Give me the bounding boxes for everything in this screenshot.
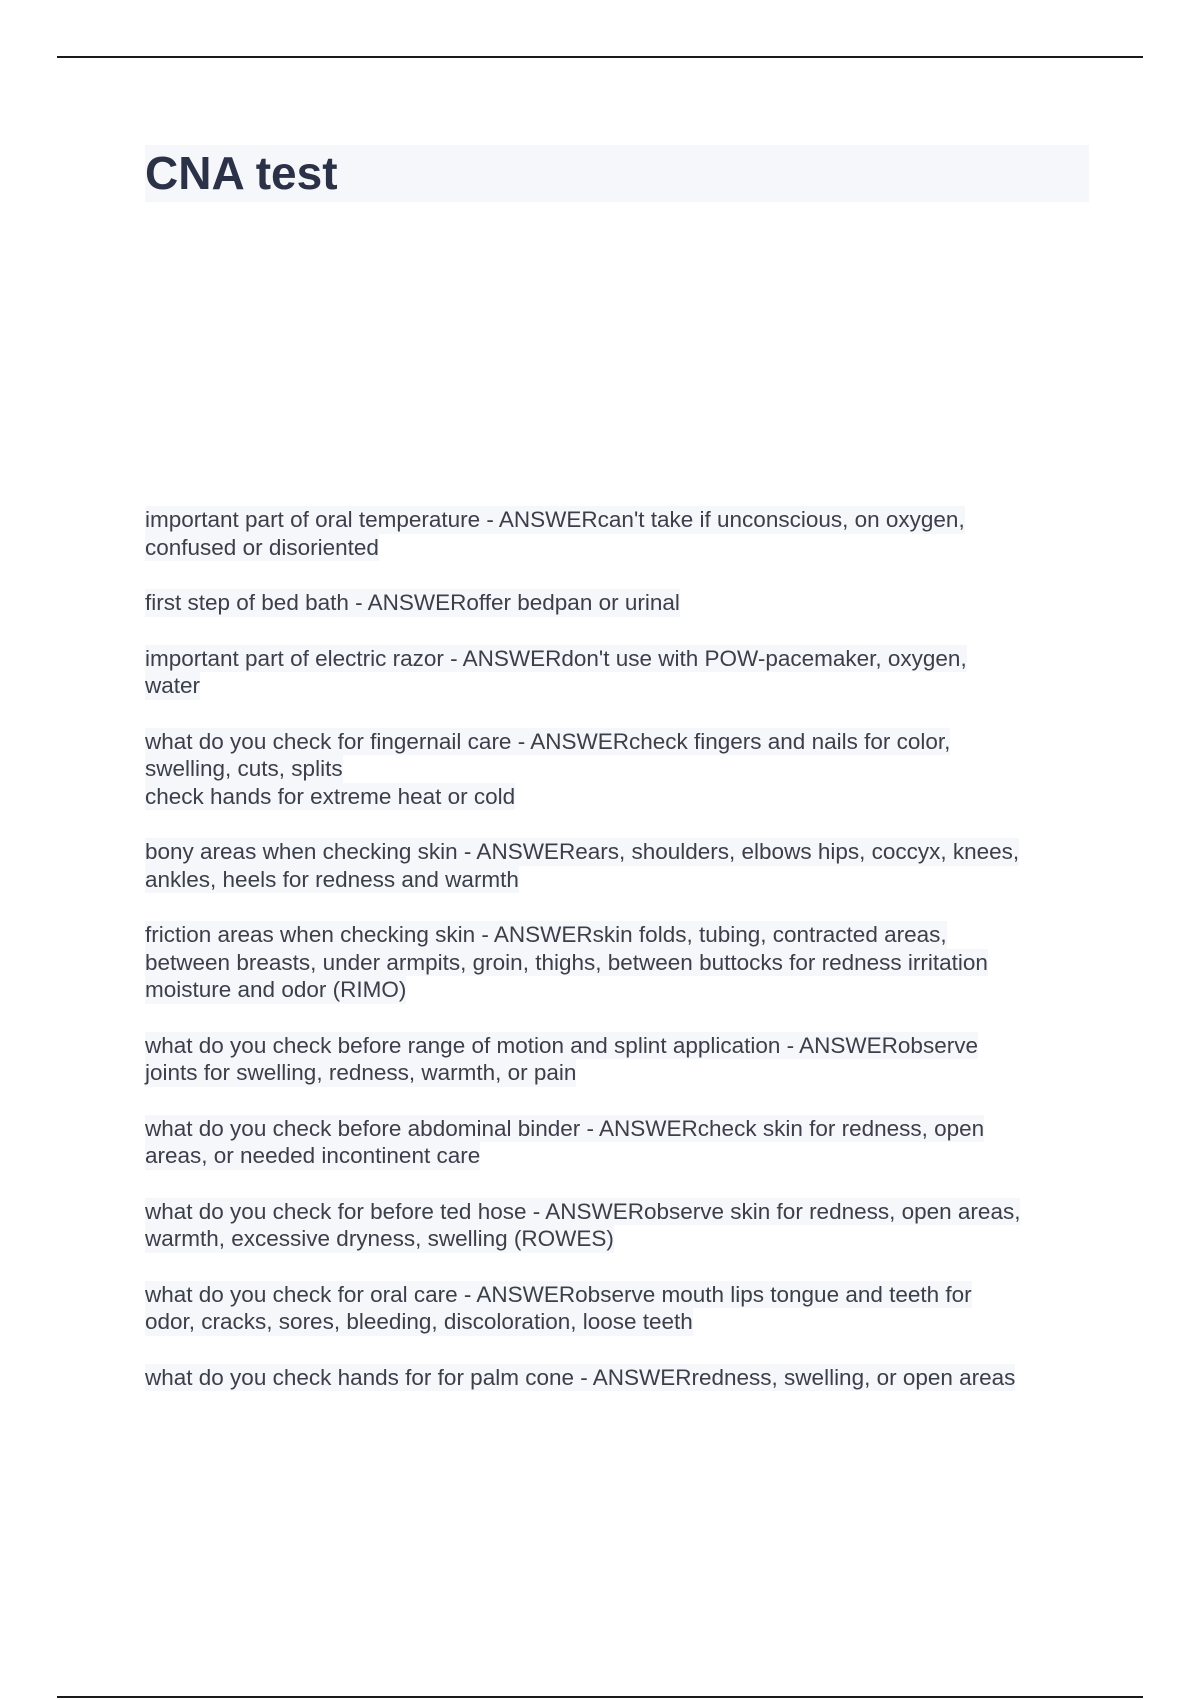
- qa-line: first step of bed bath - ANSWERoffer bedpan or urinal: [145, 590, 680, 615]
- qa-item: [145, 589, 1095, 617]
- qa-item: [145, 1198, 1095, 1253]
- qa-list: [145, 506, 1095, 1419]
- qa-item: [145, 921, 1095, 1004]
- qa-item: [145, 645, 1095, 700]
- qa-line: swelling, cuts, splits: [145, 756, 343, 781]
- qa-line: odor, cracks, sores, bleeding, discoloration, loose teeth: [145, 1309, 693, 1334]
- qa-item: [145, 1364, 1095, 1392]
- qa-item: [145, 1281, 1095, 1336]
- qa-line: water: [145, 673, 201, 698]
- qa-line: areas, or needed incontinent care: [145, 1143, 481, 1168]
- qa-line: important part of electric razor - ANSWERdon't use with POW-pacemaker, oxygen,: [145, 645, 967, 671]
- qa-line: confused or disoriented: [145, 534, 379, 560]
- qa-line: what do you check for fingernail care - ANSWERcheck fingers and nails for color,: [145, 728, 951, 754]
- qa-item: [145, 1032, 1095, 1087]
- qa-item: [145, 506, 1095, 561]
- title-block: [145, 145, 1089, 202]
- qa-line: what do you check before range of motion and splint application - ANSWERobserve: [145, 1032, 978, 1058]
- qa-line: what do you check hands for for palm cone - ANSWERredness, swelling, or open areas: [145, 1364, 1016, 1390]
- page-title: CNA test: [145, 147, 338, 199]
- qa-item: [145, 728, 1095, 811]
- qa-line: joints for swelling, redness, warmth, or pain: [145, 1060, 577, 1085]
- bottom-rule: [57, 1696, 1143, 1698]
- qa-line: check hands for extreme heat or cold: [145, 783, 516, 809]
- qa-line: ankles, heels for redness and warmth: [145, 866, 519, 892]
- qa-line: warmth, excessive dryness, swelling (ROWES): [145, 1226, 614, 1251]
- qa-line: between breasts, under armpits, groin, thighs, between buttocks for redness irritation: [145, 949, 988, 975]
- qa-line: what do you check before abdominal binder - ANSWERcheck skin for redness, open: [145, 1115, 985, 1141]
- qa-line: what do you check for before ted hose - ANSWERobserve skin for redness, open areas,: [145, 1198, 1021, 1224]
- top-rule: [57, 56, 1143, 58]
- qa-item: [145, 838, 1095, 893]
- qa-line: friction areas when checking skin - ANSWERskin folds, tubing, contracted areas,: [145, 922, 947, 947]
- qa-line: bony areas when checking skin - ANSWERears, shoulders, elbows hips, coccyx, knees,: [145, 839, 1020, 864]
- qa-item: [145, 1115, 1095, 1170]
- qa-line: moisture and odor (RIMO): [145, 977, 407, 1002]
- qa-line: what do you check for oral care - ANSWERobserve mouth lips tongue and teeth for: [145, 1281, 972, 1307]
- qa-line: important part of oral temperature - ANSWERcan't take if unconscious, on oxygen,: [145, 507, 965, 532]
